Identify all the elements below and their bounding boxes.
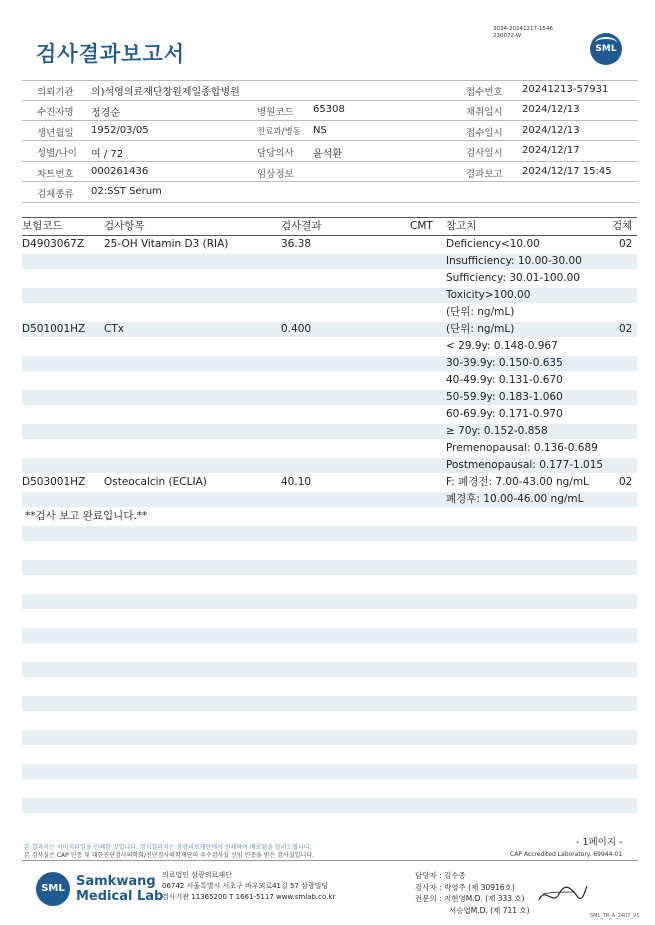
receipt-no-value: 20241213-57931 — [522, 84, 609, 95]
institution-label: 의뢰기관 — [37, 87, 74, 98]
birth-value: 1952/03/05 — [91, 125, 149, 136]
test-date-value: 2024/12/17 — [522, 145, 580, 156]
table-row — [22, 491, 637, 508]
cell-ref: Postmenopausal: 0.177-1.015 — [446, 459, 604, 471]
cell-ref: 폐경후: 10.00-46.00 ng/mL — [446, 493, 584, 505]
header-result: 검사결과 — [281, 220, 322, 232]
signatories — [415, 870, 530, 916]
table-row — [22, 457, 637, 474]
cell-ref: Premenopausal: 0.136-0.689 — [446, 442, 598, 454]
form-code: SML_TR_A_2407_V1 — [590, 913, 640, 919]
page-number: - 1페이지 - — [576, 837, 623, 848]
org-info — [162, 870, 335, 903]
page-title: 검사결과보고서 — [36, 42, 186, 66]
cell-code: **검사 보고 완료입니다.** — [25, 510, 148, 522]
chart-no-value: 000261436 — [91, 166, 149, 177]
cell-ref: < 29.9y: 0.148-0.967 — [446, 340, 558, 352]
doctor-label: 담당의사 — [257, 148, 294, 159]
table-row — [22, 270, 637, 287]
specimen-value: 02:SST Serum — [91, 186, 162, 197]
row-stripe — [22, 594, 637, 609]
samkwang-logo-icon: SML — [36, 872, 70, 906]
collect-date-label: 채취일시 — [466, 107, 503, 118]
report-date-label: 결과보고 — [466, 169, 503, 180]
specialist-2: 서승엽M.D. (제 711 호) — [449, 905, 530, 915]
cell-result: 40.10 — [281, 476, 312, 488]
cell-code: D503001HZ — [22, 476, 86, 488]
institution-value: 의)석영의료재단창원제일종합병원 — [91, 87, 240, 98]
cell-code: D501001HZ — [22, 323, 86, 335]
brand-name: Samkwang Medical Lab — [76, 874, 164, 904]
header-code: 보험코드 — [22, 220, 63, 232]
cell-specimen: 02 — [619, 323, 633, 335]
header-ref: 참고치 — [446, 220, 477, 232]
test-date-label: 검사일시 — [466, 148, 503, 159]
table-row — [22, 338, 637, 355]
table-row — [22, 236, 637, 253]
specialist-label: 전문의 : — [415, 894, 442, 903]
doctor-value: 윤석환 — [313, 149, 342, 160]
name-value: 정경순 — [91, 108, 120, 119]
row-stripe — [22, 560, 637, 575]
org-address: 06742 서울특별시 서초구 바우뫼로41길 57 삼광빌딩 — [162, 882, 329, 890]
name-label: 수진자명 — [37, 107, 74, 118]
result-table-header — [22, 218, 637, 235]
cell-item: CTx — [104, 323, 124, 335]
header-item: 검사항목 — [104, 220, 145, 232]
sml-logo: SML — [590, 33, 622, 65]
cell-ref: (단위: ng/mL) — [446, 323, 515, 335]
cell-result: 36.38 — [281, 238, 312, 250]
cell-item: Osteocalcin (ECLIA) — [104, 476, 207, 488]
clinical-label: 임상정보 — [257, 169, 294, 180]
cell-code: D4903067Z — [22, 238, 85, 250]
print-notice: 본 결과지는 이미지파일을 인쇄한 것입니다. 정식결과지는 삼광의료재단에서 인쇄하여 배포됨을 알려드립니다. — [24, 844, 312, 851]
table-row — [22, 406, 637, 423]
table-row — [22, 474, 637, 491]
row-stripe — [22, 764, 637, 779]
cell-ref: 40-49.9y: 0.131-0.670 — [446, 374, 563, 386]
cell-ref: F: 폐경전: 7.00-43.00 ng/mL — [446, 476, 589, 488]
cell-ref: ≥ 70y: 0.152-0.858 — [446, 425, 548, 437]
table-row — [22, 389, 637, 406]
sex-age-label: 성별/나이 — [37, 148, 77, 159]
cell-ref: Insufficiency: 10.00-30.00 — [446, 255, 582, 267]
chart-no-label: 차트번호 — [37, 169, 74, 180]
birth-label: 생년월일 — [37, 128, 74, 139]
cell-specimen: 02 — [619, 238, 633, 250]
table-row — [22, 372, 637, 389]
receipt-no-label: 접수번호 — [466, 87, 503, 98]
row-stripe — [22, 662, 637, 677]
header-specimen: 검체 — [612, 220, 633, 232]
hospital-code-label: 병원코드 — [257, 107, 294, 118]
cell-ref: 60-69.9y: 0.171-0.970 — [446, 408, 563, 420]
sex-age-value: 여 / 72 — [91, 149, 124, 160]
dept-value: NS — [313, 125, 327, 136]
cell-specimen: 02 — [619, 476, 633, 488]
row-stripe — [22, 526, 637, 541]
receipt-date-label: 접수일시 — [466, 128, 503, 139]
signature-image — [535, 880, 590, 908]
specimen-label: 검체종류 — [37, 189, 74, 200]
org-name: 의료법인 삼광의료재단 — [162, 871, 232, 879]
cell-ref: Sufficiency: 30.01-100.00 — [446, 272, 580, 284]
table-row — [22, 287, 637, 304]
report-date-value: 2024/12/17 15:45 — [522, 166, 612, 177]
table-row — [22, 440, 637, 457]
cell-ref: Toxicity>100.00 — [446, 289, 531, 301]
collect-date-value: 2024/12/13 — [522, 104, 580, 115]
cell-ref: 30-39.9y: 0.150-0.635 — [446, 357, 563, 369]
table-row — [22, 253, 637, 270]
cell-ref: 50-59.9y: 0.183-1.060 — [446, 391, 563, 403]
cap-accreditation: CAP Accredited Laboratory. 69944-01 — [510, 851, 623, 858]
row-stripe — [22, 628, 637, 643]
cell-ref: Deficiency<10.00 — [446, 238, 540, 250]
row-stripe — [22, 730, 637, 745]
cell-item: 25-OH Vitamin D3 (RIA) — [104, 238, 229, 250]
document-id: 3034-20241217-1546 230072-W — [493, 26, 553, 39]
hospital-code-value: 65308 — [313, 104, 345, 115]
org-contact: 검사기관 11365200 T 1661-5117 www.smlab.co.kr — [162, 893, 336, 901]
certification-notice: 본 검사실은 CAP 인증 및 대한진단검사의학회/진단검사의학재단의 우수검사실 신임 인증을 받은 검사실입니다. — [24, 852, 314, 859]
cell-ref: (단위: ng/mL) — [446, 306, 515, 318]
table-row — [22, 321, 637, 338]
dept-label: 진료과/병동 — [257, 127, 301, 137]
specialist-1: 지현영M.D. (제 333 호) — [444, 894, 525, 903]
table-row — [22, 423, 637, 440]
header-cmt: CMT — [410, 220, 433, 232]
manager-name: 김수종 — [444, 871, 466, 880]
cell-result: 0.400 — [281, 323, 312, 335]
manager-label: 담당자 : — [415, 871, 442, 880]
examiner-name: 박영주 (제 30916호) — [444, 882, 515, 892]
row-stripe — [22, 798, 637, 813]
examiner-label: 검사자 : — [415, 882, 442, 892]
table-row — [22, 355, 637, 372]
row-stripe — [22, 696, 637, 711]
receipt-date-value: 2024/12/13 — [522, 125, 580, 136]
table-row — [22, 304, 637, 321]
table-row — [22, 508, 637, 525]
